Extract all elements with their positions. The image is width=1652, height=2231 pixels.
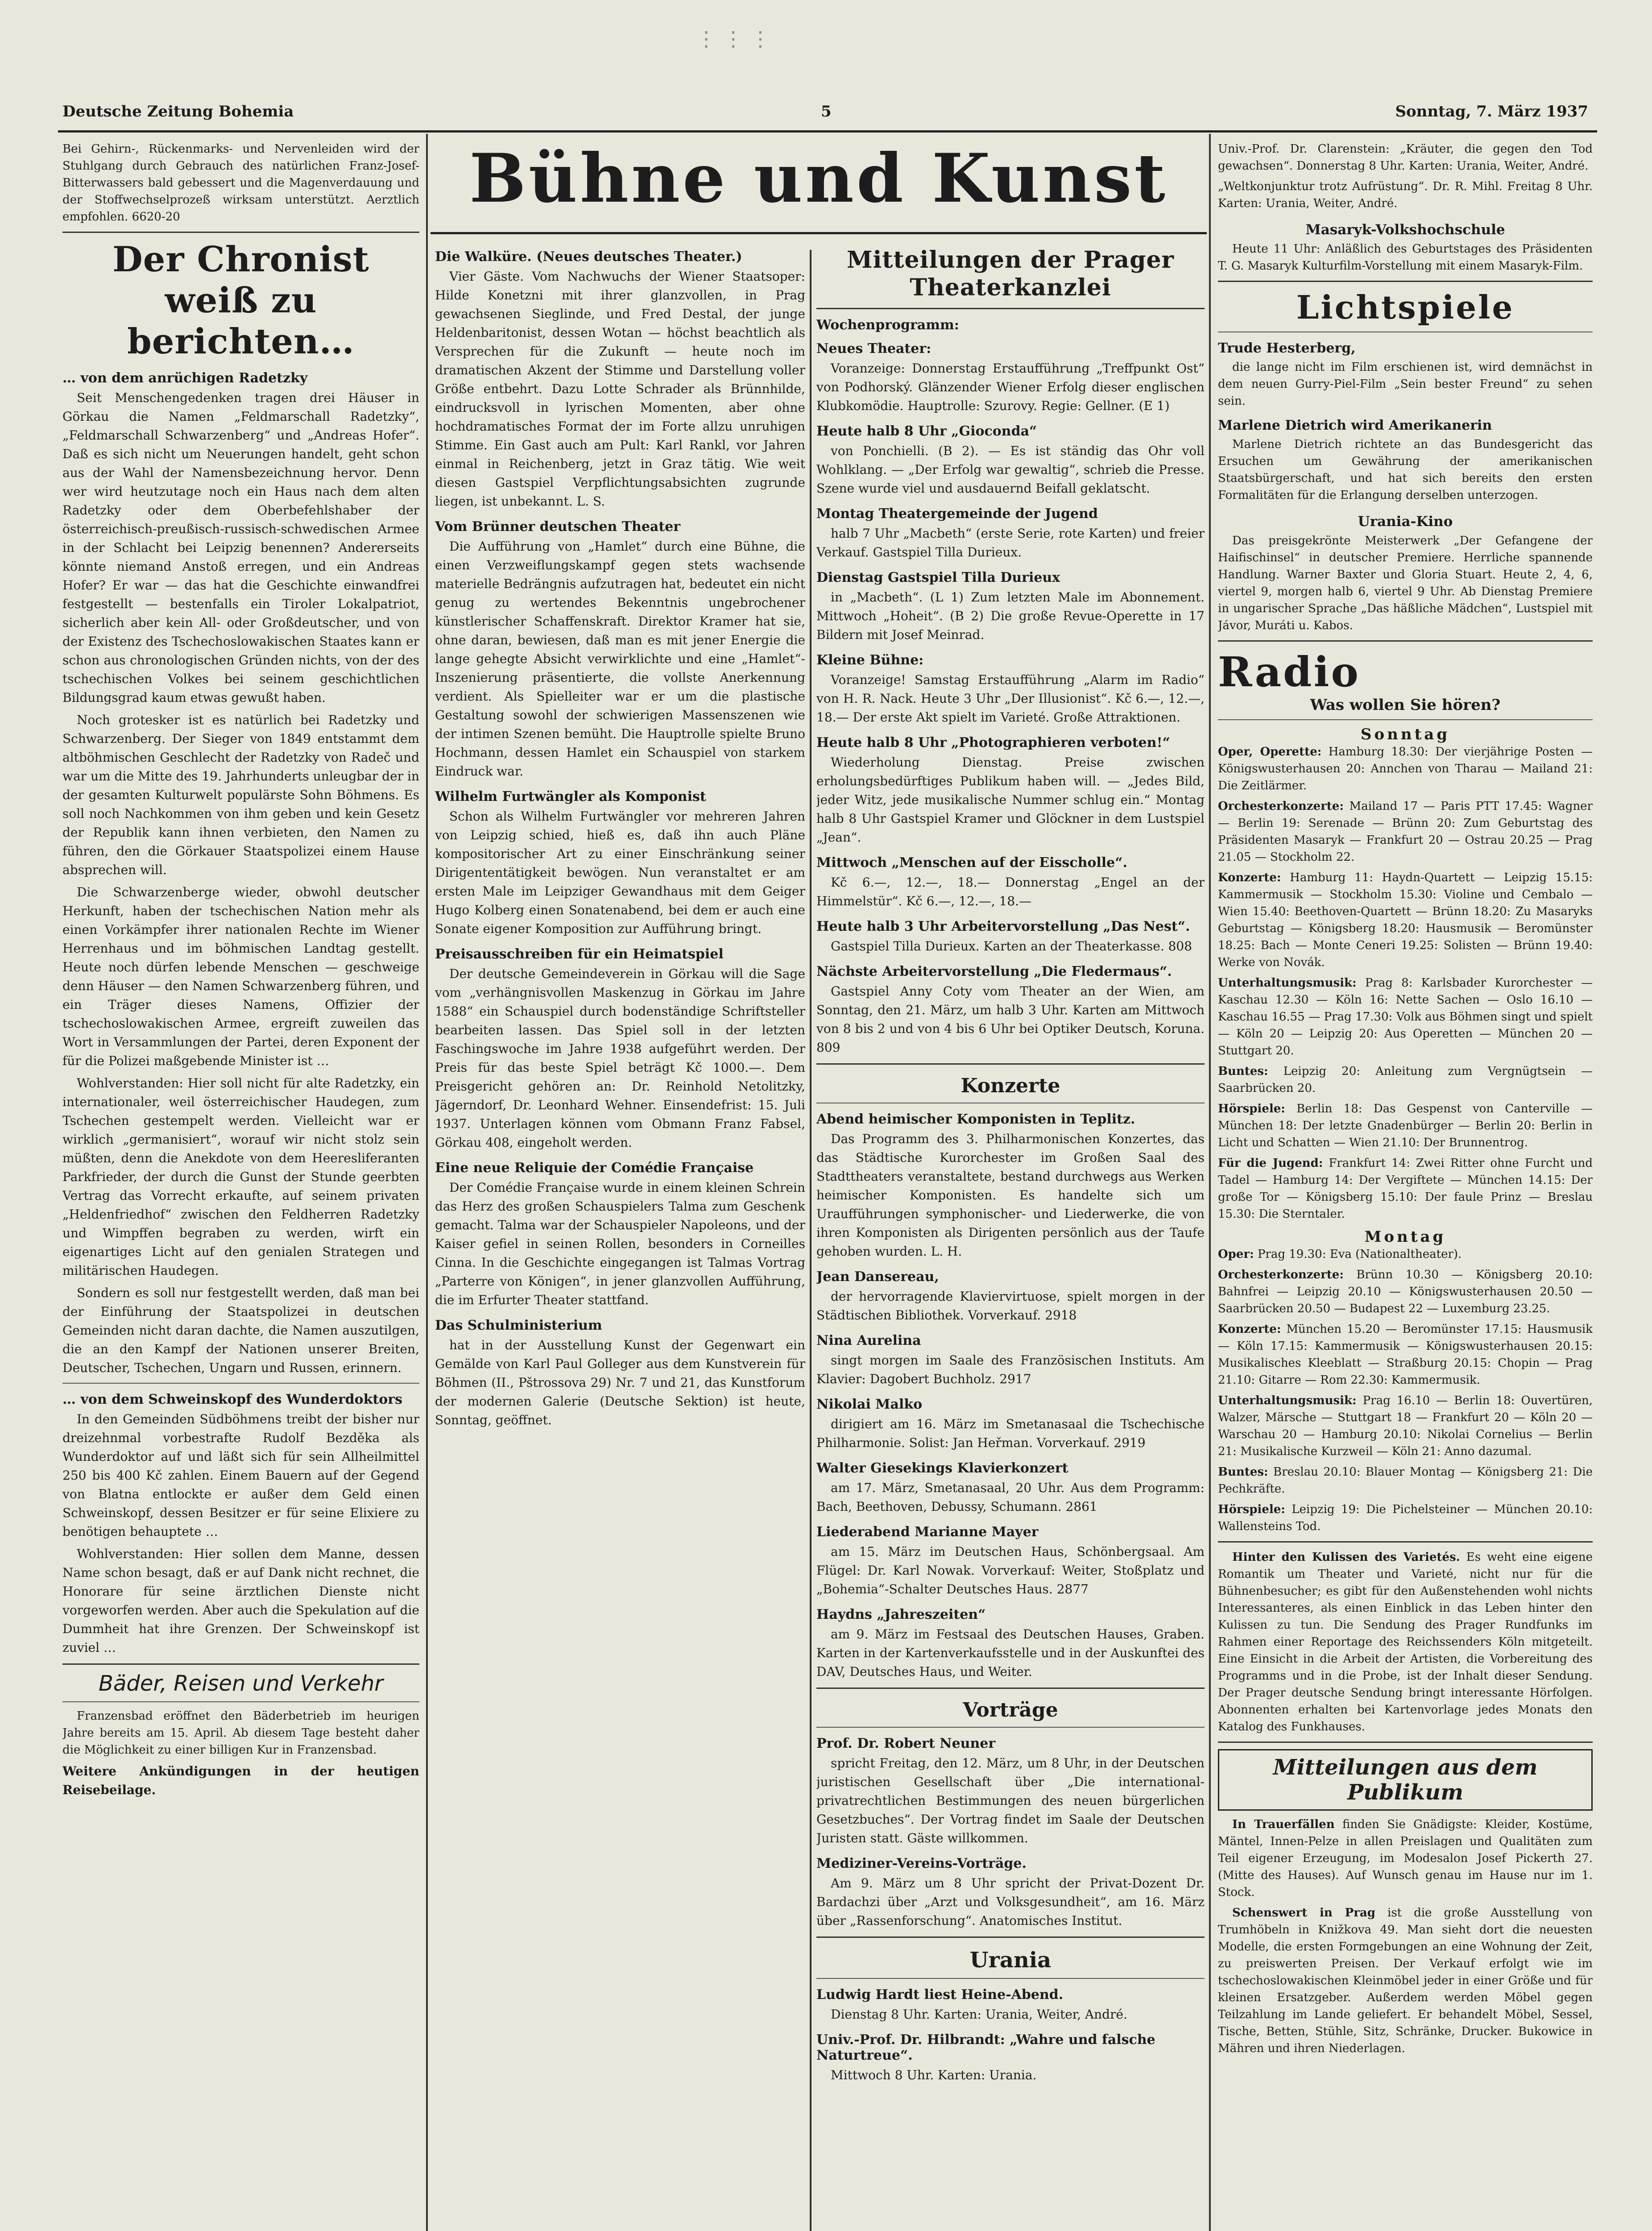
radio-entry-head: Für die Jugend: <box>1218 1157 1323 1170</box>
konzerte-title: Konzerte <box>961 1074 1060 1097</box>
concert-head: Abend heimischer Komponisten in Teplitz. <box>816 1111 1135 1127</box>
announcement-text: in „Macbeth“. (L 1) Zum letzten Male im Abonnement. Mittwoch „Hoheit“. (B 2) Die große Revue-Operette in 17 Bildern mit Josef Meinrad. <box>816 590 1205 642</box>
item-text: Die Aufführung von „Hamlet“ durch eine Bühne, die einen Verzweiflungskampf gegen stets wachsende materielle Bedrängnis aufzutragen hat, bedeutet ein nicht genug zu wertendes Bekenntnis ungebrochener künstlerischer Schaffenskraft. Direktor Kramer hat sie, ohne daran, bewiesen, daß man es mit jener Energie die lange gehegte Absicht verwirklichte und eine „Hamlet“-Inszenierung präsentierte, die vollste Anerkennung verdient. Als Spielleiter war er um die plastische Gestaltung sowohl der schwierigen Massenszenen wie der intimen Szenen bemüht. Die Hauptrolle spielte Bruno Hochmann, dessen Hamlet ein Schauspiel von starkem Eindruck war. <box>435 539 805 779</box>
item-head: Vom Brünner deutschen Theater <box>435 519 681 535</box>
radio-question: Was wollen Sie hören? <box>1310 696 1501 714</box>
concert-text: Das Programm des 3. Philharmonischen Konzertes, das das Städtische Kurorchester im Großen Saal des Stadttheaters veranstaltete, bestand durchwegs aus Werken heimischer Komponisten. Es handelte sich um Uraufführungen symphonischer- und Liederwerke, die von ihren Komponisten als Dirigenten persönlich aus der Taufe gehoben wurden. L. H. <box>816 1132 1205 1259</box>
radio-entry-text: Mailand 17 — Paris PTT 17.45: Wagner — Berlin 19: Serenade — Brünn 20: Zum Geburtstag des Präsidenten Masaryk — Frankfurt 20 — Ostrau 20.25 — Prag 21.05 — Stockholm 22. <box>1218 800 1593 864</box>
radio-entry-head: Orchesterkonzerte: <box>1218 800 1344 813</box>
film-head: Marlene Dietrich wird Amerikanerin <box>1218 418 1492 433</box>
radio-entry <box>1218 1100 1593 1151</box>
radio-entry <box>1218 1501 1593 1535</box>
divider <box>62 1383 419 1384</box>
concert-head: Walter Giesekings Klavierkonzert <box>816 1460 1068 1476</box>
public-text: finden Sie Gnädigste: Kleider, Kostüme, Mäntel, Innen-Pelze in allen Preislagen und Qualitäten zum Teil eigener Erzeugung, im Modesalon Josef Pickerth 27. (Mitte des Hauses). Auf Wunsch genau im Hause nur im 1. Stock. <box>1218 1818 1593 1899</box>
public-text: ist die große Ausstellung von Trumhöbeln in Knižkova 49. Man sieht dort die neuesten Modelle, die ersten Formgebungen an eine Wohnung der Zeit, zu preiswerten Preisen. Der Verkauf erfolgt wie im tschechoslowakischen Kleinmöbel jeder in einer Größe und für kleinen Ersatzgeber. Außerdem werden Möbel gegen Teilzahlung im Lande geliefert. Er behandelt Möbel, Sessel, Tische, Betten, Stühle, Sitz, Schränke, Drucker. Bukowice in Mähren und ihren Niederlagen. <box>1218 1906 1593 2055</box>
concert-head: Nina Aurelina <box>816 1333 921 1348</box>
backstage-text: Es weht eine eigene Romantik um Theater und Varieté, nicht nur für die Bühnenbesucher; es gibt für den Außenstehenden wohl nichts Interessanteres, als einen Einblick in das Leben hinter den Kulissen zu tun. Die Sendung des Prager Rundfunks im Rahmen einer Reportage des Reichssenders Köln mitgeteilt. Eine Einsicht in die Arbeit der Artisten, die Vorbereitung des Programms und in die Probe, ist der Inhalt dieser Sendung. Der Prager deutsche Sendung bringt interessante Hörfolgen. Abonnenten erhalten bei Kartenvorlage jedes Monats den Katalog des Funkhauses. <box>1218 1551 1593 1733</box>
concert-text: am 17. März, Smetanasaal, 20 Uhr. Aus dem Programm: Bach, Beethoven, Debussy, Schumann. 2861 <box>816 1480 1205 1514</box>
paragraph: In den Gemeinden Südböhmens treibt der bisher nur dreizehnmal vorbestrafte Rudolf Bezděka als Wunderdoktor auf und läßt sich für sein Allheilmittel 250 bis 400 Kč zahlen. Einem Bauern auf der Gegend von Blatna entlockte er außer dem Geld einen Schweinskopf, dessen Besitzer er für seine Elixiere zu benötigen behauptete … <box>62 1412 419 1539</box>
divider <box>816 1688 1205 1689</box>
radio-entry-text: Prag 19.30: Eva (Nationaltheater). <box>1257 1248 1462 1261</box>
radio-entry-text: Hamburg 11: Haydn-Quartett — Leipzig 15.15: Kammermusik — Stockholm 15.30: Violine und Cembalo — Wien 15.40: Beethoven-Quartett — Brünn 18.20: Zu Masaryks Geburtstag — Königsberg 18.20: Hausmusik — Beromünster 18.25: Bach — Monte Ceneri 19.25: Solisten — Brünn 19.40: Werke von Novák. <box>1218 871 1593 969</box>
title-rule <box>431 232 1207 234</box>
radio-entry-text: Leipzig 20: Anleitung zum Vergnügtsein — Saarbrücken 20. <box>1218 1065 1593 1095</box>
announcement-head: Heute halb 3 Uhr Arbeitervorstellung „Das Nest“. <box>816 919 1190 934</box>
lecture-text: spricht Freitag, den 12. März, um 8 Uhr, in der Deutschen juristischen Gesellschaft über „Die international-privatrechtlichen Bestimmungen des neuen bürgerlichen Gesetzbuches“. Der Vortrag findet im Saale der Deutschen Juristen statt. Gäste willkommen. <box>816 1756 1205 1845</box>
radio-entry-head: Konzerte: <box>1218 1323 1281 1336</box>
item-text: Vier Gäste. Vom Nachwuchs der Wiener Staatsoper: Hilde Konetzni mit ihrer glanzvollen, in Prag gewachsenen Sieglinde, und Fred Destal, der junge Heldenbaritonist, dessen Wotan — höchst beachtlich als Versprechen für die Zukunft — heute noch im dramatischen Akzent der Stimme und Darstellung voller Größe entbehrt. Dazu Lotte Schrader als Brünnhilde, eindrucksvoll in lyrischen Momenten, aber ohne hochdramatisches Format der im Forte allzu unruhigen Stimme. Ein Gast auch am Pult: Karl Rankl, vor Jahren einmal in Reichenberg, jetzt in Graz tätig. Wie weit diesen Gastspiel Verpflichtungsabsichten zugrunde liegen, ist unbekannt. L. S. <box>435 269 805 509</box>
radio-entry <box>1218 1392 1593 1460</box>
item-text: Der deutsche Gemeindeverein in Görkau will die Sage vom „verhängnisvollen Maskenzug in Görkau im Jahre 1588“ ein Schauspiel durch bodenständige Schriftsteller bearbeiten lassen. Das Spiel soll in der letzten Faschingswoche im Jahre 1938 aufgeführt werden. Der Preis für das beste Spiel beträgt Kč 1000.—. Dem Preisgericht gehören an: Dr. Reinhold Netolitzky, Jägerndorf, Dr. Leonhard Wehner. Einsendefrist: 15. Juli 1937. Unterlagen können vom Obmann Franz Fabsel, Görkau 408, eingeholt werden. <box>435 966 805 1150</box>
travel-section-title: Bäder, Reisen und Verkehr <box>99 1671 383 1696</box>
publikum-title: Mitteilungen aus dem Publikum <box>1218 1749 1593 1811</box>
concert-head: Liederabend Marianne Mayer <box>816 1524 1039 1540</box>
concert-text: am 9. März im Festsaal des Deutschen Hauses, Graben. Karten in der Kartenverkaufsstelle und in der Auskunftei des DAV, Deutsches Haus, und Weiter. <box>816 1627 1205 1679</box>
item-head: Eine neue Reliquie der Comédie Française <box>435 1160 754 1176</box>
radio-entry-head: Unterhaltungsmusik: <box>1218 976 1357 990</box>
radio-entry-head: Konzerte: <box>1218 871 1281 884</box>
radio-entry-text: Frankfurt 14: Zwei Ritter ohne Furcht und Tadel — Hamburg 14: Der Vergiftete — München 14.15: Der große Tor — Königsberg 15.10: Der faule Prinz — Breslau 15.30: Die Sterntaler. <box>1218 1157 1593 1221</box>
public-item <box>1218 1904 1593 2057</box>
lecture-head: Mediziner-Vereins-Vorträge. <box>816 1856 1027 1871</box>
urania-head: Ludwig Hardt liest Heine-Abend. <box>816 1987 1064 2003</box>
item-head: Die Walküre. (Neues deutsches Theater.) <box>435 249 742 265</box>
concert-text: der hervorragende Klaviervirtuose, spielt morgen in der Städtischen Bibliothek. Vorverkauf. 2918 <box>816 1289 1205 1323</box>
column-divider <box>810 250 812 2231</box>
concert-text: am 15. März im Deutschen Haus, Schönbergsaal. Am Flügel: Dr. Karl Nowak. Vorverkauf: Weiter, Stoßplatz und „Bohemia“-Schalter Deutsches Haus. 2877 <box>816 1544 1205 1597</box>
radio-entry <box>1218 975 1593 1059</box>
theater-reviews-column <box>435 241 805 2231</box>
radio-entry-head: Buntes: <box>1218 1465 1268 1479</box>
item-text: Schon als Wilhelm Furtwängler vor mehreren Jahren von Leipzig schied, hieß es, daß ihn auch Pläne kompositorischer Art zu einer Einschränkung seiner Dirigententätigkeit bewögen. Nun veranstaltet er am ersten Male im Leipziger Gewandhaus mit dem Geiger Hugo Kolberg einen Sonatenabend, bei dem er auch eine Sonate eigener Komposition zur Aufführung bringt. <box>435 809 805 936</box>
announcement-head: Mittwoch „Menschen auf der Eisscholle“. <box>816 855 1127 871</box>
public-head: Schenswert in Prag <box>1232 1906 1375 1920</box>
lecture-text: Am 9. März um 8 Uhr spricht der Privat-Dozent Dr. Bardachzi über „Arzt und Volksgesundheit“, am 16. März über „Rassenforschung“. Anatomisches Institut. <box>816 1876 1205 1928</box>
item-head: Das Schulministerium <box>435 1318 602 1333</box>
day-heading: Montag <box>1364 1228 1446 1246</box>
public-head: In Trauerfällen <box>1232 1818 1335 1831</box>
announcement-head: Heute halb 8 Uhr „Photographieren verboten!“ <box>816 735 1170 751</box>
paragraph: Noch grotesker ist es natürlich bei Radetzky und Schwarzenberg. Der Sieger von 1849 entstammt dem altböhmischen Geschlecht der Radetzky von Radeč und war um die Mitte des 19. Jahrhunderts unleugbar der in der gesamten Kulturwelt populärste Sohn Böhmens. Es soll noch Nachkommen von ihm geben und kein Gesetz der Republik kann ihnen verbieten, den Namen zu führen, den die Görkauer Staatspolizei einem Hause absprechen will. <box>62 713 419 877</box>
right-column <box>1218 141 1593 2231</box>
announcement-head: Kleine Bühne: <box>816 652 924 668</box>
divider <box>1218 1541 1593 1543</box>
divider <box>1218 1742 1593 1743</box>
paragraph: Sondern es soll nur festgestellt werden, daß man bei der Einführung der Staatspolizei in deutschen Gemeinden nicht daran dachte, die Namen auszutilgen, die an den Kampf der Nationen unserer Breiten, Deutscher, Tschechen, Ungarn und Russen, erinnern. <box>62 1286 419 1375</box>
radio-entry-head: Buntes: <box>1218 1065 1268 1078</box>
radio-title: Radio <box>1218 648 1360 696</box>
paragraph: Seit Menschengedenken tragen drei Häuser in Görkau die Namen „Feldmarschall Radetzky“, „Feldmarschall Schwarzenberg“ und „Andreas Hofer“. Daß es sich nicht um Neuerungen handelt, geht schon aus der Wahl der Namensbezeichnung hervor. Denn wer wird heutzutage noch ein Haus nach dem alten Radetzky oder dem Oberbefehlshaber der österreichisch-preußisch-russisch-schwedischen Armee in der Schlacht bei Leipzig benennen? Andererseits könnte niemand Anstoß erregen, und ein Andreas Hofer? Er war — das hat die Geschichte einwandfrei festgestellt — bestenfalls ein Tiroler Lokalpatriot, sicherlich aber kein All- oder Großdeutscher, und von der Existenz des Tschechoslowakischen Staates kann er schon aus chronologischen Gründen nichts, von der des tschechischen Volkes bei seinem geschichtlichen Bildungsgrad kaum etwas gewußt haben. <box>62 390 419 705</box>
divider <box>816 1727 1205 1728</box>
masaryk-text: Heute 11 Uhr: Anläßlich des Geburtstages des Präsidenten T. G. Masaryk Kulturfilm-Vorstellung mit einem Masaryk-Film. <box>1218 242 1593 273</box>
page-edge-marks: ⋮ ⋮ ⋮ <box>696 27 771 51</box>
theater-announcements-column <box>816 241 1205 2231</box>
radio-entry <box>1218 1155 1593 1223</box>
divider <box>816 1063 1205 1065</box>
urania-lecture-item: Univ.-Prof. Dr. Clarenstein: „Kräuter, die gegen den Tod gewachsen“. Donnerstag 8 Uhr. Karten: Urania, Weiter, André. <box>1218 142 1593 173</box>
film-text: Das preisgekrönte Meisterwerk „Der Gefangene der Haifischinsel“ in deutscher Premiere. Herrliche spannende Handlung. Warner Baxter und Gloria Stuart. Heute 2, 4, 6, viertel 9, morgen halb 6, viertel 9 Uhr. Ab Dienstag Premiere in ungarischer Sprache „Das häßliche Mädchen“, Lustspiel mit Jávor, Muráti u. Kabos. <box>1218 534 1593 632</box>
announcement-text: Wiederholung Dienstag. Preise zwischen erholungsbedürftiges Publikum haben will. — „Jedes Bild, jeder Witz, jede musikalische Nummer schlug ein.“ Montag halb 8 Uhr Gastspiel Kramer und Glöckner in dem Lustspiel „Jean“. <box>816 755 1205 845</box>
film-head: Urania-Kino <box>1358 514 1453 530</box>
backstage-head: Hinter den Kulissen des Varietés. <box>1232 1551 1460 1564</box>
backstage-item <box>1218 1549 1593 1735</box>
radio-entry-text: Leipzig 19: Die Pichelsteiner — München 20.10: Wallensteins Tod. <box>1218 1503 1593 1533</box>
column-divider <box>426 134 428 2231</box>
radio-entry-head: Unterhaltungsmusik: <box>1218 1394 1357 1407</box>
item-text: Der Comédie Française wurde in einem kleinen Schrein das Herz des großen Schauspielers Talma zum Geschenk gemacht. Talma war der Schauspieler Napoleons, und der Kaiser gefiel in seinen Rollen, besonders in Corneilles Cinna. In die Geschichte eingegangen ist Talmas Vortrag „Parterre von Königen“, in jener glanzvollen Aufführung, die im Erfurter Theater stattfand. <box>435 1180 805 1307</box>
item-head: Preisausschreiben für ein Heimatspiel <box>435 946 724 962</box>
announcement-text: Kč 6.—, 12.—, 18.— Donnerstag „Engel an der Himmelstür“. Kč 6.—, 12.—, 18.— <box>816 875 1205 908</box>
radio-entry-head: Oper: <box>1218 1248 1254 1261</box>
divider <box>816 308 1205 309</box>
radio-entry <box>1218 1063 1593 1097</box>
paragraph: Wohlverstanden: Hier sollen dem Manne, dessen Name schon besagt, daß er auf Dank nicht rechnet, die Honorare für seine ärztlichen Dienste nicht vorgeworfen werden. Aber auch die Spekulation auf die Dummheit hat ihre Grenzen. Der Schweinskopf ist zuviel … <box>62 1547 419 1655</box>
radio-entry-text: Prag 8: Karlsbader Kurorchester — Kaschau 12.30 — Köln 16: Nette Sachen — Oslo 16.10 — Kaschau 16.55 — Prag 17.30: Volk aus Böhmen singt und spielt — Köln 20 — Leipzig 20: Aus Operetten — München 20 — Stuttgart 20. <box>1218 976 1593 1057</box>
divider <box>62 1663 419 1665</box>
radio-entry-head: Hörspiele: <box>1218 1503 1285 1516</box>
lecture-head: Prof. Dr. Robert Neuner <box>816 1736 996 1751</box>
concert-head: Nikolai Malko <box>816 1397 923 1412</box>
radio-entry-text: München 15.20 — Beromünster 17.15: Hausmusik — Köln 17.15: Kammermusik — Königswusterhausen 20.15: Musikalisches Kleeblatt — Straßburg 20.15: Chopin — Prag 21.10: Gitarre — Rom 22.30: Kammermusik. <box>1218 1323 1593 1387</box>
public-item <box>1218 1816 1593 1901</box>
urania-head: Univ.-Prof. Dr. Hilbrandt: „Wahre und falsche Naturtreue“. <box>816 2032 1155 2063</box>
film-text: die lange nicht im Film erschienen ist, wird demnächst in dem neuen Gurry-Piel-Film „Sein bester Freund“ zu sehen sein. <box>1218 361 1593 408</box>
paragraph: Franzensbad eröffnet den Bäderbetrieb im heurigen Jahre bereits am 15. April. Ab diesem Tage besteht daher die Möglichkeit zu einer billigen Kur in Franzensbad. <box>62 1709 419 1757</box>
divider <box>62 1701 419 1702</box>
radio-entry-head: Hörspiele: <box>1218 1102 1285 1116</box>
film-text: Marlene Dietrich richtete an das Bundesgericht das Ersuchen um Gewährung der amerikanischen Staatsbürgerschaft, und hat sich bereits den ersten Formalitäten für die Erlangung derselben unterzogen. <box>1218 438 1593 502</box>
chronist-headline: Der Chronist weiß zu berichten… <box>112 239 369 362</box>
header-newspaper-name: Deutsche Zeitung Bohemia <box>62 103 294 120</box>
lichtspiele-title: Lichtspiele <box>1296 288 1515 326</box>
radio-entry <box>1218 1321 1593 1389</box>
urania-lecture-item: „Weltkonjunktur trotz Aufrüstung“. Dr. R. Mihl. Freitag 8 Uhr. Karten: Urania, Weiter, André. <box>1218 180 1593 210</box>
left-column <box>62 141 419 2231</box>
prager-theaterkanzlei-headline: Mitteilungen der Prager Theaterkanzlei <box>847 246 1174 301</box>
announcement-head: Heute halb 8 Uhr „Gioconda“ <box>816 423 1037 439</box>
announcement-text: Voranzeige! Samstag Erstaufführung „Alarm im Radio“ von H. R. Nack. Heute 3 Uhr „Der Illusionist“. Kč 6.—, 12.—, 18.— Der erste Akt spielt im Varieté. Große Attraktionen. <box>816 672 1205 725</box>
item-head: Wilhelm Furtwängler als Komponist <box>435 789 706 804</box>
radio-entry <box>1218 743 1593 794</box>
radio-entry-text: Prag 16.10 — Berlin 18: Ouvertüren, Walzer, Märsche — Stuttgart 18 — Frankfurt 20 — Köln 20 — Warschau 20 — Hamburg 20.10: Nikolai Cornelius — Berlin 21: Musikalische Kurzweil — Köln 21: Anno dazumal. <box>1218 1394 1593 1458</box>
concert-text: dirigiert am 16. März im Smetanasaal die Tschechische Philharmonie. Solist: Jan Heřman. Vorverkauf. 2919 <box>816 1417 1205 1450</box>
announcement-text: Voranzeige: Donnerstag Erstaufführung „Treffpunkt Ost“ von Podhorský. Glänzender Wiener Erfolg dieser englischen Klubkomödie. Hauptrolle: Szurovy. Regie: Gellner. (E 1) <box>816 361 1205 413</box>
announcement-head: Nächste Arbeitervorstellung „Die Fledermaus“. <box>816 964 1172 979</box>
urania-text: Mittwoch 8 Uhr. Karten: Urania. <box>831 2068 1037 2082</box>
divider <box>816 1978 1205 1979</box>
radio-entry-text: Hamburg 18.30: Der vierjährige Posten — Königswusterhausen 20: Annchen von Tharau — Mailand 21: Die Zeitlärmer. <box>1218 745 1593 792</box>
section-title-radetzky: … von dem anrüchigen Radetzky <box>62 370 308 386</box>
announcement-text: Gastspiel Anny Coty vom Theater an der Wien, am Sonntag, den 21. März, um halb 3 Uhr. Karten am Mittwoch von 8 bis 2 und von 4 bis 6 Uhr bei Optiker Deutsch, Koruna. 809 <box>816 984 1205 1055</box>
announcement-head: Neues Theater: <box>816 341 932 357</box>
concert-head: Haydns „Jahreszeiten“ <box>816 1607 986 1622</box>
divider <box>62 232 419 233</box>
column-divider <box>1209 134 1211 2231</box>
divider <box>816 1937 1205 1938</box>
divider <box>1218 640 1593 642</box>
urania-text: Dienstag 8 Uhr. Karten: Urania, Weiter, André. <box>831 2007 1127 2022</box>
concert-head: Jean Dansereau, <box>816 1269 939 1285</box>
day-heading: Sonntag <box>1360 726 1450 743</box>
concert-text: singt morgen im Saale des Französischen Instituts. Am Klavier: Dagobert Buchholz. 2917 <box>816 1353 1205 1386</box>
header-page-number: 5 <box>821 103 832 120</box>
radio-entry-text: Berlin 18: Das Gespenst von Canterville — München 18: Der letzte Gnadenbürger — Berlin 20: Berlin in Licht und Schatten — Wien 21.10: Der Brunnentrog. <box>1218 1102 1593 1149</box>
announcement-head: Wochenprogramm: <box>816 317 959 333</box>
vortraege-title: Vorträge <box>963 1699 1058 1721</box>
paragraph: Weitere Ankündigungen in der heutigen Reisebeilage. <box>62 1764 419 1797</box>
radio-entry <box>1218 798 1593 866</box>
radio-entry <box>1218 1246 1593 1263</box>
urania-title: Urania <box>969 1948 1052 1973</box>
ad-bitterwasser: Bei Gehirn-, Rückenmarks- und Nervenleiden wird der Stuhlgang durch Gebrauch des natürlichen Franz-Josef-Bitterwassers bald gebessert und die Magenverdauung und der Stoffwechselprozeß wirksam unterstützt. Aerztlich empfohlen. 6620-20 <box>62 142 419 224</box>
announcement-text: Gastspiel Tilla Durieux. Karten an der Theaterkasse. 808 <box>831 939 1192 954</box>
divider <box>1218 719 1593 720</box>
radio-entry <box>1218 1464 1593 1497</box>
radio-entry-head: Oper, Operette: <box>1218 745 1322 759</box>
paragraph: Wohlverstanden: Hier soll nicht für alte Radetzky, ein internationaler, weil österreichischer Haudegen, zum Tschechen gestempelt werden. Vielleicht war er wirklich „germanisiert“, worauf wir nicht stolz sein müßten, denn die Anekdote von dem Heeresliferanten Parkfrieder, der durch die Gunst der Stunde geerbten Vertrag das Vorrecht erkaufte, auf seinem privaten „Heldenfriedhof“ zwischen den Feldherren Radetzky und Wimpffen begraben zu werden, wirft ein eigenartiges Licht auf den genialen Strategen und militärischen Haudegen. <box>62 1076 419 1278</box>
announcement-text: von Ponchielli. (B 2). — Es ist ständig das Ohr voll Wohlklang. — „Der Erfolg war gewaltig“, schrieb die Presse. Szene wurde viel und ausdauernd Beifall geklatscht. <box>816 444 1205 496</box>
divider <box>1218 281 1593 282</box>
film-head: Trude Hesterberg, <box>1218 340 1356 356</box>
radio-entry-text: Breslau 20.10: Blauer Montag — Königsberg 21: Die Pechkräfte. <box>1218 1465 1593 1496</box>
header-date: Sonntag, 7. März 1937 <box>1395 103 1588 120</box>
section-title-wunderdoktor: … von dem Schweinskopf des Wunderdoktors <box>62 1392 402 1407</box>
announcement-head: Montag Theatergemeinde der Jugend <box>816 506 1098 522</box>
radio-entry <box>1218 1266 1593 1317</box>
radio-entry-text: Brünn 10.30 — Königsberg 20.10: Bahnfrei — Leipzig 20.10 — Königswusterhausen 20.50 — Saarbrücken 20.50 — Budapest 22 — Luxemburg 23.25. <box>1218 1268 1593 1315</box>
running-header <box>62 103 1588 129</box>
item-text: hat in der Ausstellung Kunst der Gegenwart ein Gemälde von Karl Paul Golleger aus dem Kunstverein für Böhmen (II., Pštrossova 29) Nr. 7 und 21, das Kunstforum der modernen Galerie (Deutsche Sektion) ist heute, Sonntag, geöffnet. <box>435 1338 805 1427</box>
buehne-und-kunst-title: Bühne und Kunst <box>469 139 1168 218</box>
announcement-text: halb 7 Uhr „Macbeth“ (erste Serie, rote Karten) und freier Verkauf. Gastspiel Tilla Durieux. <box>816 526 1205 560</box>
radio-entry-head: Orchesterkonzerte: <box>1218 1268 1344 1281</box>
paragraph: Die Schwarzenberge wieder, obwohl deutscher Herkunft, haben der tschechischen Nation mehr als einen Vorkämpfer ihrer nationalen Rechte im Wiener Herrenhaus und im böhmischen Landtag gestellt. Heute noch dürfen lebende Menschen — geschweige denn Häuser — den Namen Schwarzenberg führen, und ein Träger dieses Namens, Offizier der tschechoslowakischen Armee, ergreift zuweilen das Wort in Versammlungen der Partei, deren Exponent der für die Polizei maßgebende Minister ist … <box>62 885 419 1068</box>
announcement-head: Dienstag Gastspiel Tilla Durieux <box>816 570 1060 585</box>
masaryk-title: Masaryk-Volkshochschule <box>1305 222 1505 238</box>
header-rule <box>58 130 1597 133</box>
radio-entry <box>1218 869 1593 971</box>
